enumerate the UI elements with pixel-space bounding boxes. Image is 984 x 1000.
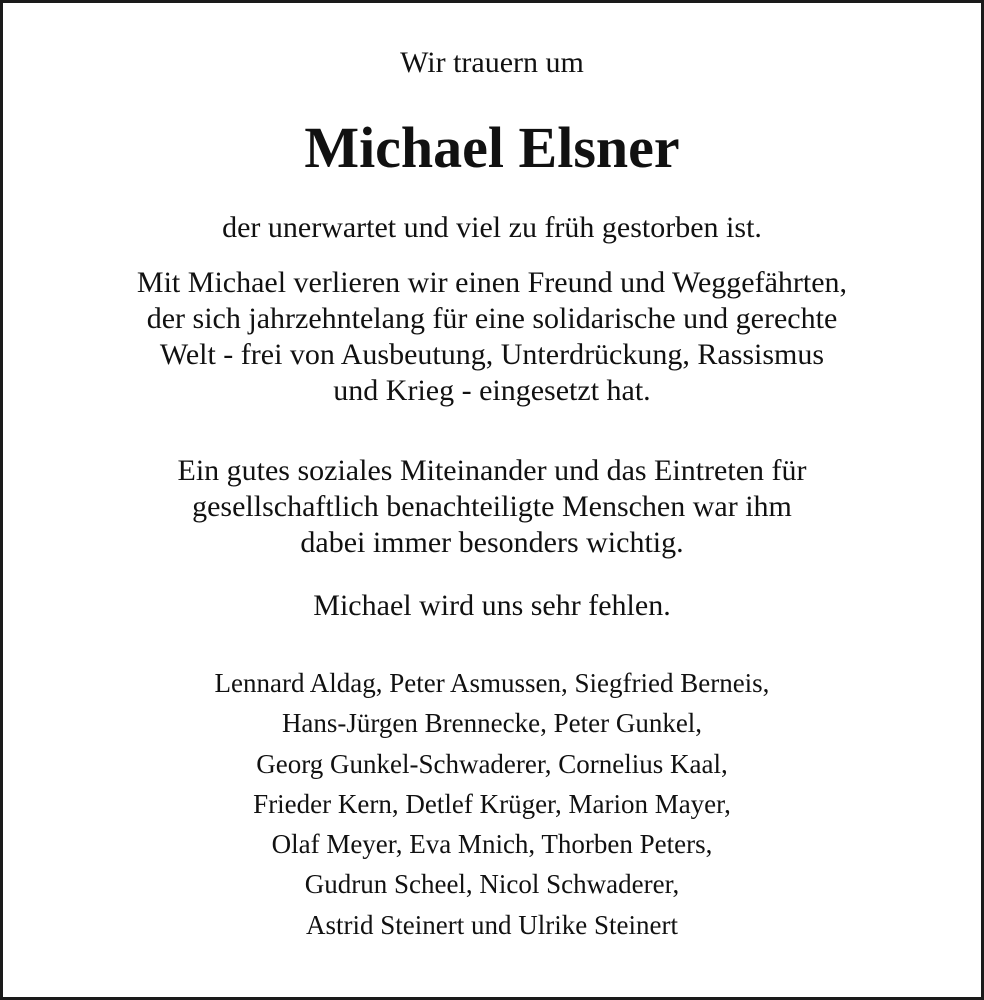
signer-line: Olaf Meyer, Eva Mnich, Thorben Peters, [271, 829, 713, 860]
closing-paragraph [3, 588, 981, 624]
signers-list [3, 663, 981, 945]
signer-line: Frieder Kern, Detlef Krüger, Marion Mayer, [253, 788, 731, 819]
tribute-line: Mit Michael verlieren wir einen Freund und Weggefährten, [136, 266, 848, 299]
tribute-line: der sich jahrzehntelang für eine solidarische und gerechte [146, 302, 838, 335]
deceased-name: Michael Elsner [304, 115, 680, 180]
intro-text: Wir trauern um [400, 46, 584, 79]
values-line: Ein gutes soziales Miteinander und das Eintreten für [177, 454, 807, 487]
signer-line: Gudrun Scheel, Nicol Schwaderer, [304, 869, 680, 900]
values-line: dabei immer besonders wichtig. [300, 526, 684, 559]
signer-line: Lennard Aldag, Peter Asmussen, Siegfried Berneis, [214, 668, 770, 698]
subtitle-line: der unerwartet und viel zu früh gestorben ist. [222, 211, 762, 244]
closing-line: Michael wird uns sehr fehlen. [313, 589, 671, 622]
signer-line: Georg Gunkel-Schwaderer, Cornelius Kaal, [256, 748, 728, 779]
tribute-line: Welt - frei von Ausbeutung, Unterdrückung, Rassismus [159, 338, 825, 371]
values-paragraph [3, 453, 981, 561]
values-line: gesellschaftlich benachteiligte Menschen war ihm [192, 490, 792, 523]
signer-line: Astrid Steinert und Ulrike Steinert [306, 909, 678, 940]
tribute-paragraph [3, 265, 981, 409]
subtitle-paragraph [3, 210, 981, 246]
tribute-line: und Krieg - eingesetzt hat. [333, 374, 651, 407]
signer-line: Hans-Jürgen Brennecke, Peter Gunkel, [281, 708, 703, 739]
